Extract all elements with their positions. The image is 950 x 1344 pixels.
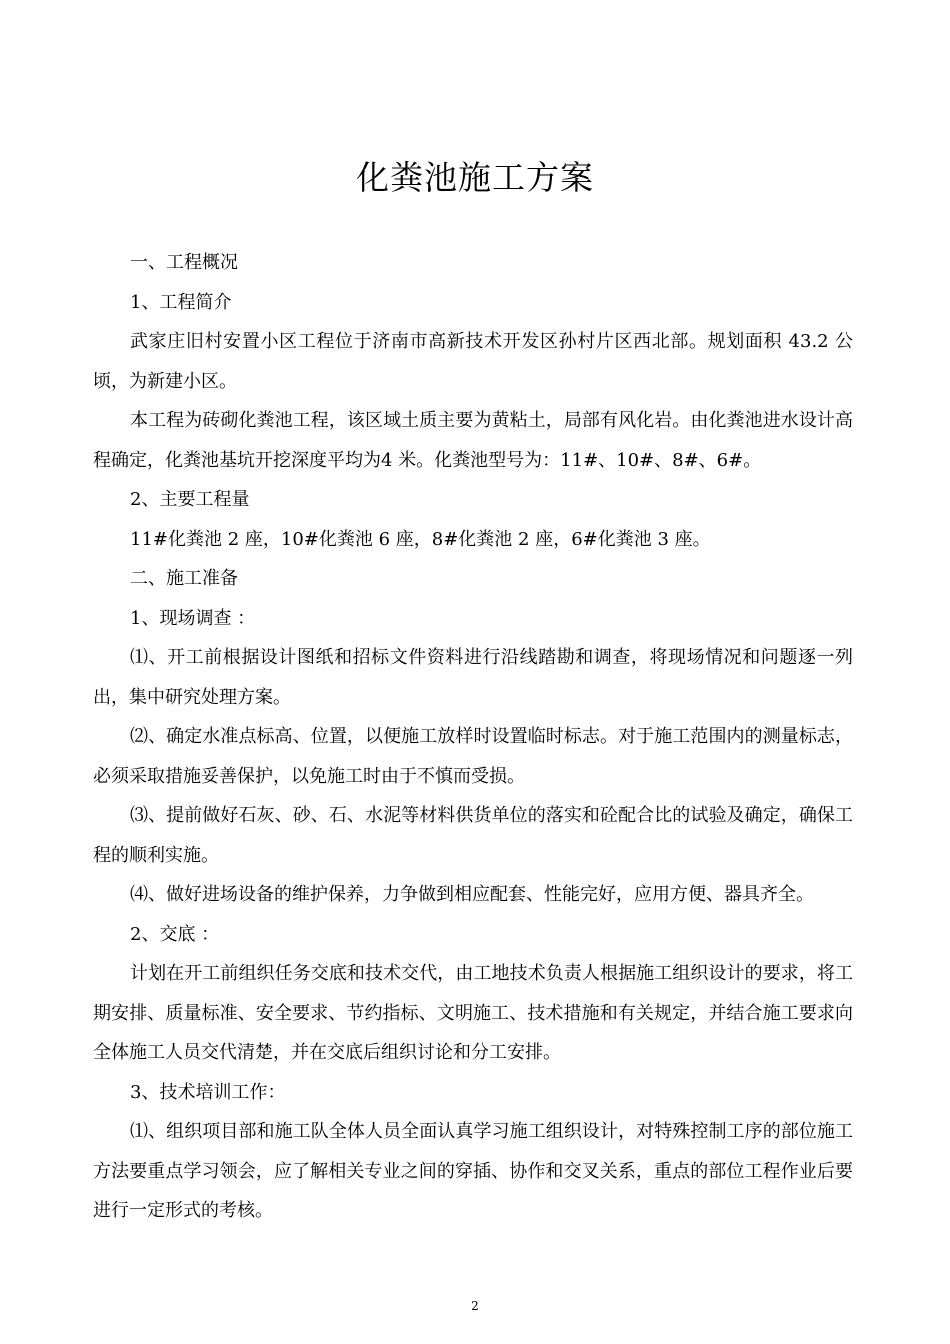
subsection-heading-intro: 1、工程简介 <box>130 291 232 313</box>
section-heading-overview: 一、工程概况 <box>130 252 238 273</box>
paragraph-quantities: 11#化粪池 2 座，10#化粪池 6 座，8#化粪池 2 座，6#化粪池 3 座。 <box>130 528 711 550</box>
list-item-survey-1: ⑴、开工前根据设计图纸和招标文件资料进行沿线踏勘和调查，将现场情况和问题逐一列出，集中研究处理方案。 <box>93 647 853 708</box>
subsection-heading-site-survey: 1、现场调查 ： <box>130 607 256 629</box>
section-heading-preparation: 二、施工准备 <box>130 568 238 589</box>
list-item-training-1: ⑴、组织项目部和施工队全体人员全面认真学习施工组织设计，对特殊控制工序的部位施工方法要重点学习领会，应了解相关专业之间的穿插、协作和交叉关系，重点的部位工程作业后要进行一定形式的考核。 <box>93 1121 853 1221</box>
page-number: 2 <box>471 1299 479 1313</box>
document-title: 化粪池施工方案 <box>356 158 594 197</box>
list-item-survey-3: ⑶、提前做好石灰、砂、石、水泥等材料供货单位的落实和砼配合比的试验及确定，确保工程的顺利实施。 <box>93 805 853 866</box>
subsection-heading-quantities: 2、主要工程量 <box>130 489 250 510</box>
subsection-heading-training: 3、技术培训工作： <box>130 1081 286 1103</box>
paragraph-project-description: 本工程为砖砌化粪池工程，该区域土质主要为黄粘土，局部有风化岩。由化粪池进水设计高程确定，化粪池基坑开挖深度平均为4 米。化粪池型号为：11#、10#、8#、6#。 <box>93 410 853 471</box>
list-item-survey-4: ⑷、做好进场设备的维护保养，力争做到相应配套、性能完好，应用方便、器具齐全。 <box>130 884 814 905</box>
paragraph-project-location: 武家庄旧村安置小区工程位于济南市高新技术开发区孙村片区西北部。规划面积 43.2 公顷，为新建小区。 <box>93 331 853 392</box>
document-body <box>93 243 853 1231</box>
subsection-heading-briefing: 2、交底 ： <box>130 923 220 945</box>
list-item-survey-2: ⑵、确定水准点标高、位置，以便施工放样时设置临时标志。对于施工范围内的测量标志，必须采取措施妥善保护，以免施工时由于不慎而受损。 <box>93 726 853 787</box>
paragraph-briefing: 计划在开工前组织任务交底和技术交代，由工地技术负责人根据施工组织设计的要求，将工期安排、质量标准、安全要求、节约指标、文明施工、技术措施和有关规定，并结合施工要求向全体施工人员交代清楚，并在交底后组织讨论和分工安排。 <box>93 963 853 1063</box>
